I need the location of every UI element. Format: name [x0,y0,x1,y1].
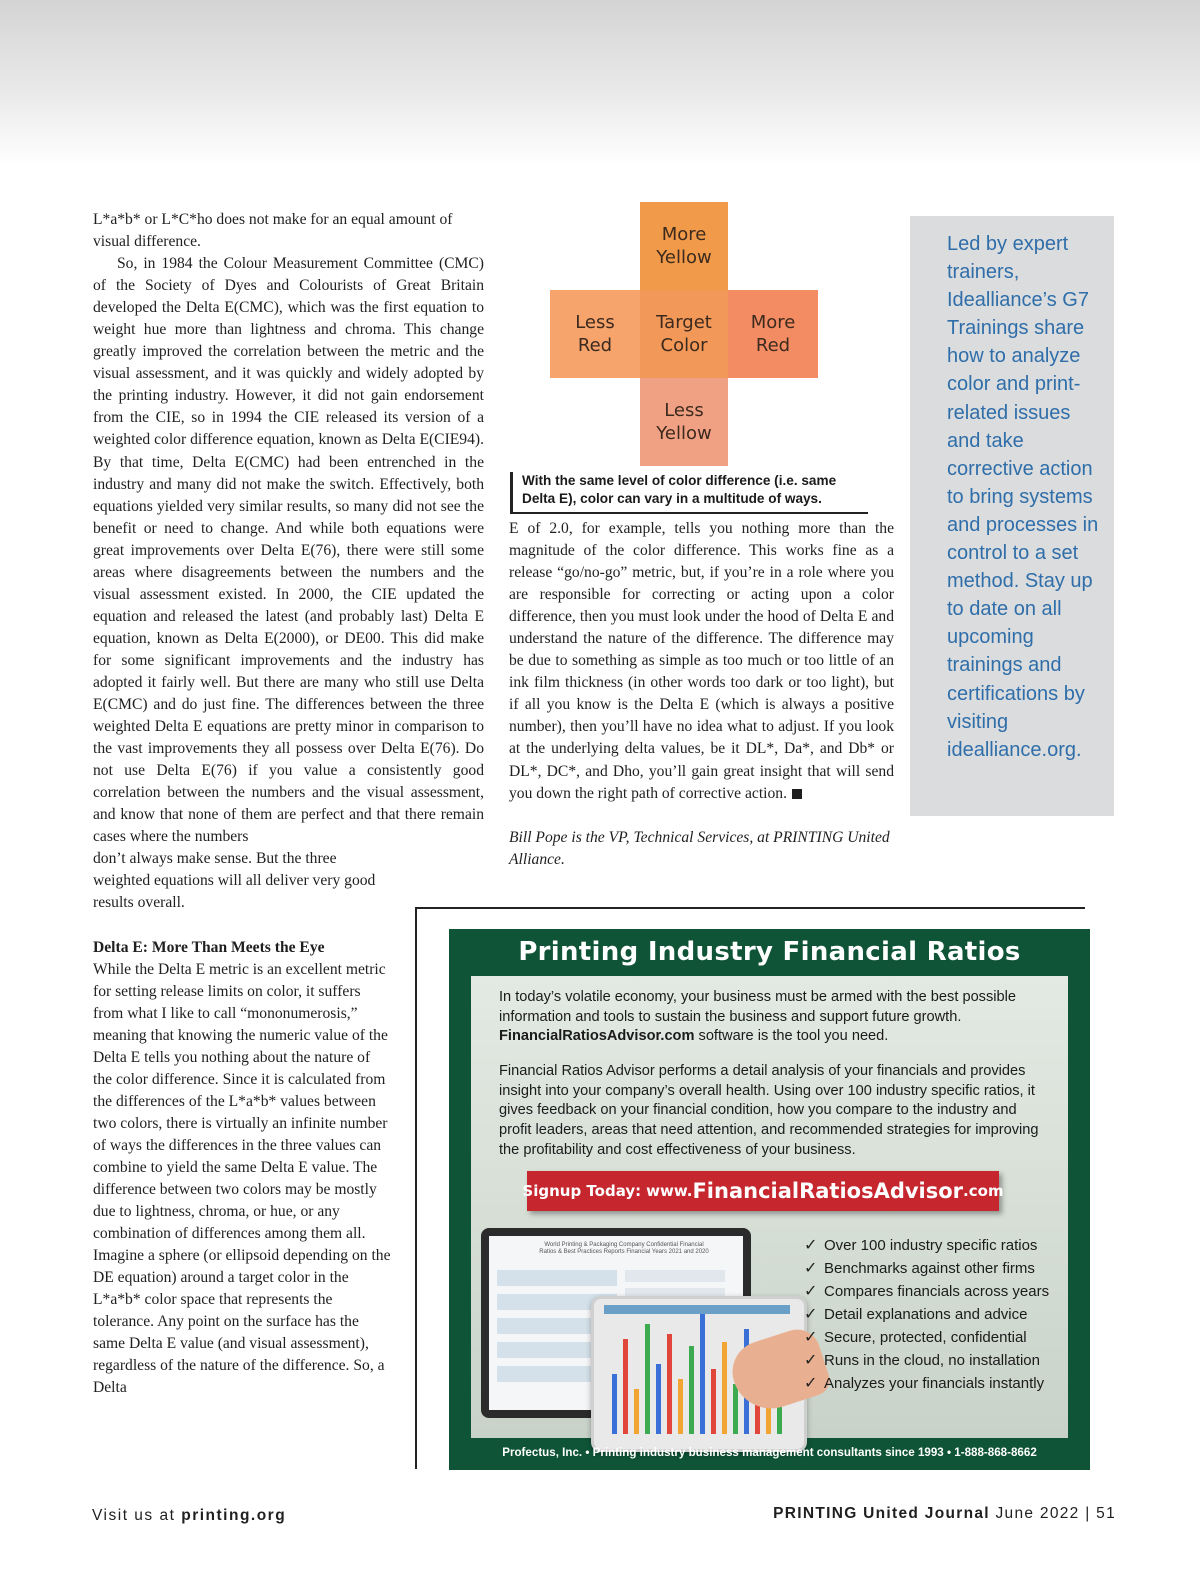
signup-label: Signup Today: [522,1182,642,1200]
signup-button[interactable] [522,1171,1004,1211]
diagram-caption: With the same level of color difference (i.e. same Delta E), color can vary in a multitude of ways. [510,472,868,514]
ad-panel [471,976,1068,1438]
check-icon: ✓ [804,1306,818,1323]
diagram-less-red [550,290,640,378]
check-icon: ✓ [804,1237,818,1254]
check-icon: ✓ [804,1375,818,1392]
ad-intro [499,988,1044,1047]
article-column-2 [509,518,894,871]
page-number: 51 [1096,1505,1116,1522]
feature-item [804,1349,1066,1372]
diagram-label: Target Color [656,312,712,356]
signup-tld: .com [963,1182,1004,1200]
feature-text: Secure, protected, confidential [824,1329,1027,1346]
article-paragraph: So, in 1984 the Colour Measurement Committee (CMC) of the Society of Dyes and Colourists of Great Britain developed the Delta E(CMC), which was the first equation to weight hue more than lightness and chroma. This change greatly improved the correlation between the metric and the visual assessment, and it was quickly and widely adopted by the printing industry. However, it did not gain endorsement from the CIE, so in 1994 the CIE released its version of a weighted color difference equation, known as Delta E(CIE94). By that time, Delta E(CMC) had been entrenched in the industry and many did not make the switch. Effectively, both equations yielded very similar results, so many did not see the benefit or need to change. And while both equations were great improvements over Delta E(76), there were still some areas where disagreements between the numbers and the visual assessment existed. In 2000, the CIE updated the equation and released the latest (and probably last) Delta E equation, known as Delta E(2000), or DE00. This did make for some significant improvements and the industry has adopted it fairly well. But there are many who still use Delta E(CMC) and do just fine. The differences between the three weighted Delta E equations are pretty minor in comparison to the vast improvements they all possess over Delta E(76). Do not use Delta E(76) if you value a consistently good correlation between the numbers and the visual assessment, and know that none of them are perfect and that there remain cases where the numbers [93,255,484,846]
article-paragraph: L*a*b* or L*C*ho does not make for an equal amount of visual difference. [93,211,453,251]
end-mark-icon [792,789,802,799]
feature-item [804,1326,1066,1349]
tablet-chart-bar [667,1334,672,1434]
footer-folio [773,1505,1116,1523]
sidebar-box [910,216,1114,816]
tablet-chart-bar [733,1384,738,1434]
check-icon: ✓ [804,1329,818,1346]
tablet-chart-bar [623,1339,628,1434]
ad-intro-text-end: software is the tool you need. [698,1028,889,1045]
ad-title: Printing Industry Financial Ratios [518,937,1021,967]
feature-item [804,1303,1066,1326]
top-gradient-band [0,0,1200,165]
article-paragraph: don’t always make sense. But the three weighted equations will all deliver very good results overall. [93,850,376,912]
financial-ratios-ad [449,929,1090,1470]
diagram-label: More Yellow [656,224,712,268]
tablet-chart-bar [700,1314,705,1434]
feature-text: Runs in the cloud, no installation [824,1352,1040,1369]
diagram-label: Less Red [575,312,615,356]
footer-journal-name: PRINTING United Journal [773,1505,990,1522]
article-paragraph [509,518,894,805]
signup-domain: FinancialRatiosAdvisor [692,1179,964,1203]
footer-separator: | [1085,1505,1091,1522]
tablet-chart-bar [678,1379,683,1434]
article-paragraph-text: E of 2.0, for example, tells you nothing more than the magnitude of the color difference. This works fine as a release “go/no-go” metric, but, if you’re in a role where you are responsible for correcting or acting upon a color difference, then you must look under the hood of Delta E and understand the nature of the difference. The difference may be due to something as simple as too much or too little of an ink film thickness (in other words too dark or too light), but if all you know is the Delta E (which is always a positive number), then you’ll have no idea what to adjust. If you look at the underlying delta values, be it DL*, Da*, and Db* or DL*, DC*, and Dho, you’ll gain great insight that will send you down the right path of corrective action. [509,520,894,802]
footer-date: June 2022 [995,1505,1080,1522]
screen-row [625,1270,725,1282]
tablet-chart-bar [645,1324,650,1434]
ad-description: Financial Ratios Advisor performs a detail analysis of your financials and provides insight into your company’s overall health. Using over 100 industry specific ratios, it gives feedback on your financial condition, how you compare to the industry and profit leaders, areas that need attention, and recommended strategies for improving the profitability and cost effectiveness of your business. [499,1063,1039,1158]
check-icon: ✓ [804,1260,818,1277]
check-icon: ✓ [804,1352,818,1369]
ad-inline-link[interactable]: FinancialRatiosAdvisor.com [499,1028,695,1045]
diagram-more-yellow [640,202,728,290]
diagram-label: More Red [750,312,796,356]
article-subhead: Delta E: More Than Meets the Eye [93,938,325,956]
ad-footer: Profectus, Inc. • Printing industry business management consultants since 1993 • 1-888-868-8662 [502,1446,1037,1459]
footer-site-link[interactable]: printing.org [181,1507,287,1524]
feature-item [804,1234,1066,1257]
tablet-chart-bar [722,1342,727,1434]
ad-intro-text: In today’s volatile economy, your business must be armed with the best possible information and tools to sustain the business and support future growth. [499,989,1016,1025]
feature-text: Over 100 industry specific ratios [824,1237,1038,1254]
tablet-chart-bar [689,1346,694,1434]
diagram-label: Less Yellow [656,400,712,444]
tablet-header [604,1305,790,1314]
feature-list [804,1234,1066,1395]
feature-text: Compares financials across years [824,1283,1050,1300]
check-icon: ✓ [804,1283,818,1300]
screen-row [497,1270,617,1286]
feature-item [804,1257,1066,1280]
feature-item [804,1280,1066,1303]
diagram-less-yellow [640,378,728,466]
diagram-more-red [728,290,818,378]
tablet-chart-bar [711,1369,716,1434]
footer-website [92,1507,286,1525]
feature-text: Detail explanations and advice [824,1306,1028,1323]
sidebar-text: Led by expert trainers, Idealliance’s G7 Trainings share how to analyze color and print-related issues and take corrective action to bring systems and processes in control to a set method. Stay up to date on all upcoming trainings and certifications by visiting idealliance.org. [947,233,1099,761]
article-paragraph: While the Delta E metric is an excellent metric for setting release limits on color, it suffers from what I like to call “mononumerosis,” meaning that knowing the numeric value of the Delta E tells you nothing about the nature of the color difference. Since it is calculated from the differences of the L*a*b* values between two colors, there is virtually an infinite number of ways the differences in the three values can combine to yield the same Delta E value. The difference between two colors may be mostly due to lightness, chroma, or hue, or any combination of differences among them all. Imagine a sphere (or ellipsoid depending on the DE equation) around a target color in the L*a*b* color space that represents the tolerance. Any point on the surface has the same Delta E value (and visual assessment), regardless of the nature of the difference. So, a Delta [93,960,391,1397]
author-bio: Bill Pope is the VP, Technical Services, at PRINTING United Alliance. [509,828,890,868]
diagram-target-color [640,290,728,378]
signup-www: www. [646,1182,693,1200]
feature-text: Benchmarks against other firms [824,1260,1035,1277]
feature-text: Analyzes your financials instantly [824,1375,1045,1392]
screen-title: World Printing & Packaging Company Confidential Financial Ratios & Best Practices Reports Financial Years 2021 and 2020 [539,1242,709,1255]
tablet-chart-bar [656,1364,661,1434]
tablet-chart-bar [612,1374,617,1434]
tablet-chart-bar [634,1389,639,1434]
footer-prefix: Visit us at [92,1507,176,1524]
feature-item [804,1372,1066,1395]
